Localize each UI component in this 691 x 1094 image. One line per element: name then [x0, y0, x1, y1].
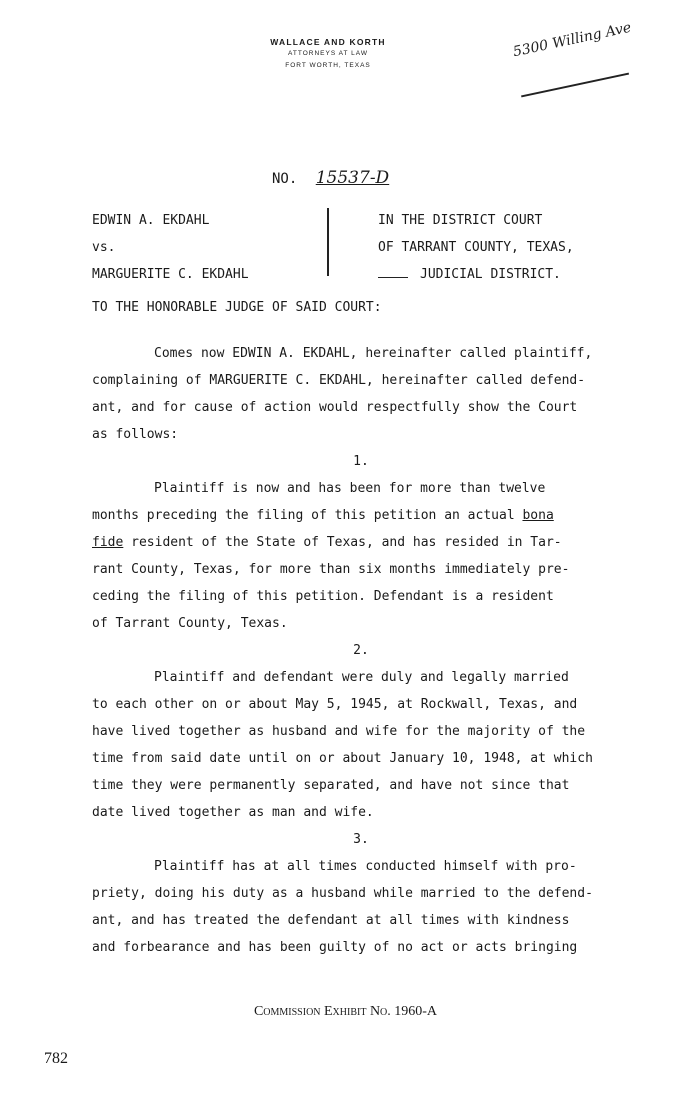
- section-number-3: 3.: [353, 832, 369, 847]
- case-number-label: NO.: [272, 171, 298, 187]
- section3-line: priety, doing his duty as a husband while married to the defend-: [92, 886, 593, 901]
- petition-body: [92, 340, 612, 961]
- handwritten-underline: [521, 73, 629, 97]
- caption-court-line2: OF TARRANT COUNTY, TEXAS,: [378, 240, 574, 255]
- letterhead-firm: WALLACE AND KORTH: [270, 37, 386, 47]
- case-number-value: 15537-D: [315, 168, 390, 188]
- page-number: 782: [44, 1050, 68, 1067]
- section1-line: [92, 502, 612, 529]
- district-blank: [378, 277, 408, 278]
- case-number: [272, 168, 389, 188]
- section2-line: time they were permanently separated, and have not since that: [92, 778, 570, 793]
- letterhead-line2: FORT WORTH, TEXAS: [285, 62, 371, 69]
- section1-line: rant County, Texas, for more than six months immediately pre-: [92, 562, 570, 577]
- section2-line: to each other on or about May 5, 1945, at Rockwall, Texas, and: [92, 697, 578, 712]
- section-number-2: 2.: [353, 643, 369, 658]
- intro-line: Comes now EDWIN A. EKDAHL, hereinafter called plaintiff,: [154, 346, 593, 361]
- section1-line: Plaintiff is now and has been for more than twelve: [154, 481, 546, 496]
- section3-line: ant, and has treated the defendant at all times with kindness: [92, 913, 570, 928]
- section3-line: Plaintiff has at all times conducted himself with pro-: [154, 859, 577, 874]
- caption-court-line3-text: JUDICIAL DISTRICT.: [420, 267, 561, 282]
- caption-plaintiff: EDWIN A. EKDAHL: [92, 213, 210, 228]
- exhibit-label: Commission Exhibit No. 1960-A: [253, 1004, 438, 1019]
- bona-underlined: bona: [522, 508, 554, 523]
- caption-versus: vs.: [92, 240, 116, 255]
- section2-line: time from said date until on or about January 10, 1948, at which: [92, 751, 593, 766]
- fide-underlined: fide: [92, 535, 124, 550]
- section1-line: of Tarrant County, Texas.: [92, 616, 288, 631]
- caption-court-line3: [378, 261, 574, 288]
- intro-line: complaining of MARGUERITE C. EKDAHL, hereinafter called defend-: [92, 373, 586, 388]
- section1-line: [92, 529, 612, 556]
- section2-line: have lived together as husband and wife for the majority of the: [92, 724, 586, 739]
- section1-text: resident of the State of Texas, and has resided in Tar-: [123, 535, 562, 550]
- caption-divider: [327, 208, 329, 276]
- section1-text: months preceding the filing of this petition an actual: [92, 508, 523, 523]
- caption-court-line1: IN THE DISTRICT COURT: [378, 213, 543, 228]
- caption-parties: [92, 207, 249, 288]
- caption-defendant: MARGUERITE C. EKDAHL: [92, 267, 249, 282]
- handwritten-address-note: 5300 Willing Ave: [511, 19, 633, 61]
- section-number-1: 1.: [353, 454, 369, 469]
- intro-line: as follows:: [92, 427, 179, 442]
- section3-line: and forbearance and has been guilty of no act or acts bringing: [92, 940, 578, 955]
- section1-line: ceding the filing of this petition. Defendant is a resident: [92, 589, 554, 604]
- section2-line: date lived together as man and wife.: [92, 805, 374, 820]
- addressee: TO THE HONORABLE JUDGE OF SAID COURT:: [92, 300, 382, 315]
- caption-court: [378, 207, 574, 288]
- letterhead-line1: ATTORNEYS AT LAW: [288, 50, 368, 57]
- section2-line: Plaintiff and defendant were duly and legally married: [154, 670, 569, 685]
- intro-line: ant, and for cause of action would respectfully show the Court: [92, 400, 578, 415]
